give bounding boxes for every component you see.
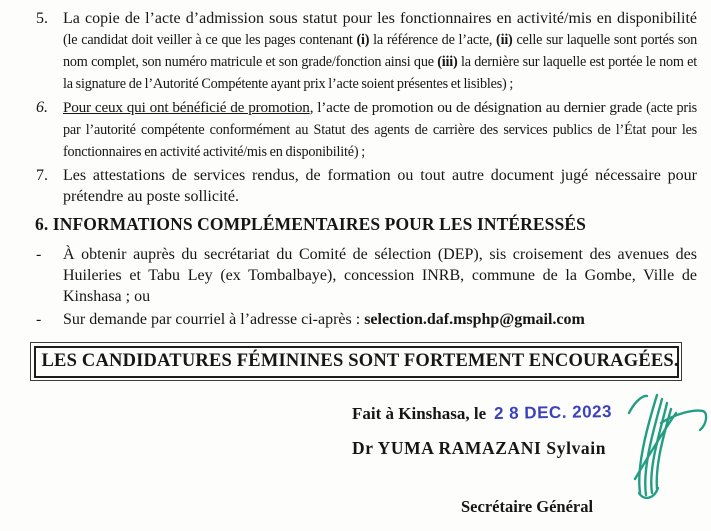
bullet-a-text: À obtenir auprès du secrétariat du Comité de sélection (DEP), sis croisement des avenues des Huileries et Tabu Ley (ex Tombalbaye), concession INRB, commune de la Gombe, Ville de Kinshasa ; ou (63, 246, 697, 305)
list-item-7-text: Les attestations de services rendus, de formation ou tout autre document jugé nécessaire pour prétendre au poste sollicité. (63, 167, 697, 205)
bullet-item-b (36, 309, 697, 330)
item5-paren-2: la référence de l’acte, (369, 32, 497, 48)
list-item-5-text (63, 8, 697, 95)
list-item-7 (36, 165, 697, 207)
place-and-date-line (352, 401, 613, 424)
bullet-b-email: selection.daf.msphp@gmail.com (364, 311, 585, 328)
item6-lead-rest: , l’acte de promotion ou de désignation au dernier grade (309, 99, 647, 116)
list-number-5: 5. (36, 10, 48, 27)
list-item-6-text (63, 97, 697, 163)
signatory-title: Secrétaire Général (461, 497, 594, 516)
list-number-7: 7. (36, 167, 48, 184)
item5-paren-1: (le candidat doit veiller à ce que les pages contenant (63, 32, 357, 48)
item5-paren-4: la dernière sur laquelle est portée le nom et la signature de l’Autorité Compétente ayant prix l’acte soient présentes et lisibles) ; (63, 54, 697, 92)
bullet-b-dash: - (36, 311, 42, 328)
list-item-5 (36, 8, 697, 95)
bullet-item-a (36, 244, 697, 307)
list-number-6: 6. (36, 99, 48, 116)
bullet-a-dash: - (36, 246, 42, 263)
section-heading: 6. INFORMATIONS COMPLÉMENTAIRES POUR LES INTÉRESSÉS (35, 214, 586, 234)
banner-box (30, 342, 682, 381)
banner-text: LES CANDIDATURES FÉMININES SONT FORTEMENT ENCOURAGÉES. (34, 346, 679, 378)
item5-marker-iii: (iii) (437, 54, 458, 70)
item5-marker-ii: (ii) (496, 32, 513, 48)
item6-underlined-phrase: Pour ceux qui ont bénéficié de promotion (63, 99, 310, 116)
place-line-label: Fait à Kinshasa, le (352, 404, 487, 423)
item6-paren: (acte pris par l’autorité compétente conformément au Statut des agents de carrière des services publics de l’État pour les fonctionnaires en activité activité/mis en disponibilité) ; (63, 100, 698, 160)
signature-scribble (595, 383, 711, 508)
item5-marker-i: (i) (356, 32, 370, 48)
item5-lead: La copie de l’acte d’admission sous statut pour les fonctionnaires en activité/mis en disponibilité (63, 10, 697, 27)
bullet-b-lead: Sur demande par courriel à l’adresse ci-après : (63, 311, 365, 328)
list-item-6 (36, 97, 697, 163)
date-stamp: 2 8 DEC. 2023 (493, 401, 613, 424)
bullet-b-text (63, 309, 697, 330)
item5-paren-3: celle sur laquelle sont portés son nom complet, son numéro matricule et son grade/fonction ainsi que (63, 32, 697, 70)
signatory-name: Dr YUMA RAMAZANI Sylvain (352, 438, 607, 458)
